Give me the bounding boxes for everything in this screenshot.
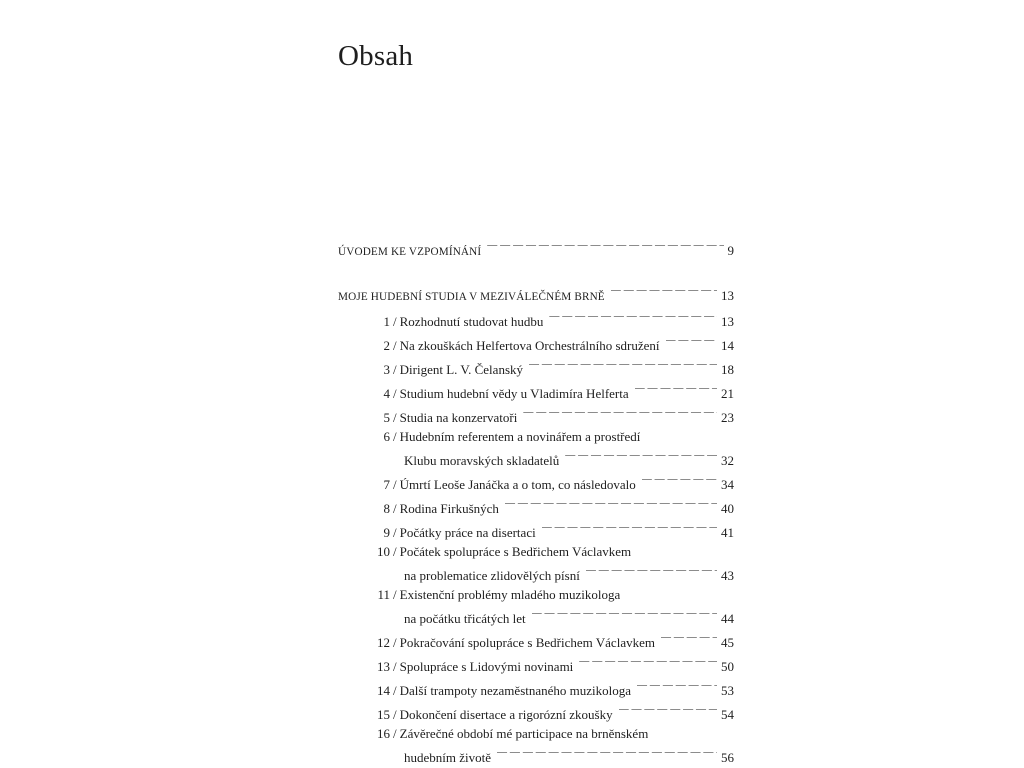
chapter-number: 2 <box>383 338 390 353</box>
toc-page-number: 21 <box>721 386 734 401</box>
toc-entry-chapter-15[interactable] <box>338 700 734 724</box>
toc-entry-title: Počátky práce na disertaci <box>399 525 536 540</box>
dot-leader <box>635 379 717 398</box>
toc-entry-title: na problematice zlidovělých písní <box>404 568 580 583</box>
toc-page-number: 54 <box>721 707 734 722</box>
toc-page-number: 44 <box>721 611 734 626</box>
toc-entry-chapter-2[interactable] <box>338 331 734 355</box>
toc-entry-title: Rodina Firkušných <box>399 501 499 516</box>
toc-entry-title: Na zkouškách Helfertova Orchestrálního sdružení <box>399 338 660 353</box>
dot-leader <box>579 652 717 671</box>
chapter-number: 15 <box>377 707 390 722</box>
toc-entry-title: hudebním životě <box>404 750 492 765</box>
chapter-separator: / <box>393 501 397 516</box>
toc-entry-chapter-3[interactable] <box>338 355 734 379</box>
chapter-separator: / <box>393 635 397 650</box>
dot-leader <box>487 236 723 255</box>
dot-leader <box>586 561 717 580</box>
dot-leader <box>549 307 717 326</box>
toc-entry-title: Závěrečné období mé participace na brněnském <box>399 726 649 741</box>
dot-leader <box>529 355 717 374</box>
toc-entry-chapter-16-cont[interactable] <box>338 743 734 767</box>
dot-leader <box>642 470 717 489</box>
chapter-separator: / <box>393 362 397 377</box>
toc-entry-chapter-8[interactable] <box>338 494 734 518</box>
toc-entry-title: Hudebním referentem a novinářem a prostředí <box>399 429 641 444</box>
chapter-number: 9 <box>383 525 390 540</box>
chapter-number: 7 <box>383 477 390 492</box>
dot-leader <box>619 700 717 719</box>
toc-entry-chapter-6-cont[interactable] <box>338 446 734 470</box>
toc-page-number: 41 <box>721 525 734 540</box>
toc-entry-title: na počátku třicátých let <box>404 611 526 626</box>
chapter-separator: / <box>393 314 397 329</box>
chapter-number: 12 <box>377 635 390 650</box>
toc-entry-title: Dirigent L. V. Čelanský <box>399 362 523 377</box>
chapter-separator: / <box>393 683 397 698</box>
toc-entry-chapter-10[interactable] <box>338 542 734 561</box>
table-of-contents <box>338 236 734 767</box>
toc-entry-chapter-11[interactable] <box>338 585 734 604</box>
dot-leader <box>637 676 717 695</box>
chapter-separator: / <box>393 410 397 425</box>
chapter-separator: / <box>393 587 397 602</box>
dot-leader <box>532 604 717 623</box>
dot-leader <box>666 331 717 350</box>
dot-leader <box>542 518 717 537</box>
chapter-number: 3 <box>383 362 390 377</box>
toc-page-number: 14 <box>721 338 734 353</box>
toc-page-number: 53 <box>721 683 734 698</box>
toc-entry-chapter-14[interactable] <box>338 676 734 700</box>
chapter-separator: / <box>393 386 397 401</box>
toc-entry-chapter-13[interactable] <box>338 652 734 676</box>
toc-page-number: 45 <box>721 635 734 650</box>
chapter-number: 14 <box>377 683 390 698</box>
toc-page-number: 18 <box>721 362 734 377</box>
dot-leader <box>611 281 717 300</box>
toc-page-number: 50 <box>721 659 734 674</box>
chapter-number: 8 <box>383 501 390 516</box>
toc-entry-chapter-10-cont[interactable] <box>338 561 734 585</box>
toc-entry-title: Pokračování spolupráce s Bedřichem Václavkem <box>399 635 655 650</box>
toc-entry-chapter-9[interactable] <box>338 518 734 542</box>
toc-page-number: 56 <box>721 750 734 765</box>
chapter-separator: / <box>393 707 397 722</box>
dot-leader <box>565 446 717 465</box>
dot-leader <box>661 628 717 647</box>
chapter-separator: / <box>393 525 397 540</box>
toc-page-number: 40 <box>721 501 734 516</box>
toc-entry-title: Počátek spolupráce s Bedřichem Václavkem <box>399 544 632 559</box>
chapter-separator: / <box>393 429 397 444</box>
chapter-number: 11 <box>377 587 390 602</box>
toc-entry-title: Rozhodnutí studovat hudbu <box>399 314 544 329</box>
page-title: Obsah <box>338 40 414 72</box>
toc-page-number: 43 <box>721 568 734 583</box>
chapter-number: 4 <box>383 386 390 401</box>
toc-entry-chapter-7[interactable] <box>338 470 734 494</box>
chapter-number: 13 <box>377 659 390 674</box>
toc-page-number: 9 <box>727 243 734 258</box>
chapter-number: 16 <box>377 726 390 741</box>
chapter-separator: / <box>393 338 397 353</box>
toc-entry-part[interactable] <box>338 281 734 307</box>
toc-entry-title: ÚVODEM KE VZPOMÍNÁNÍ <box>338 246 482 258</box>
toc-entry-title: Studium hudební vědy u Vladimíra Helferta <box>399 386 629 401</box>
toc-entry-title: Úmrtí Leoše Janáčka a o tom, co následovalo <box>399 477 636 492</box>
toc-entry-chapter-16[interactable] <box>338 724 734 743</box>
toc-entry-chapter-11-cont[interactable] <box>338 604 734 628</box>
chapter-number: 10 <box>377 544 390 559</box>
toc-entry-title: Další trampoty nezaměstnaného muzikologa <box>399 683 632 698</box>
toc-entry-title: Dokončení disertace a rigorózní zkoušky <box>399 707 613 722</box>
toc-entry-title: Spolupráce s Lidovými novinami <box>399 659 574 674</box>
toc-page-number: 23 <box>721 410 734 425</box>
chapter-number: 5 <box>383 410 390 425</box>
dot-leader <box>523 403 717 422</box>
toc-page-number: 13 <box>721 288 734 303</box>
toc-entry-title: MOJE HUDEBNÍ STUDIA V MEZIVÁLEČNÉM BRNĚ <box>338 291 605 303</box>
dot-leader <box>497 743 717 762</box>
chapter-separator: / <box>393 726 397 741</box>
toc-entry-chapter-12[interactable] <box>338 628 734 652</box>
dot-leader <box>505 494 717 513</box>
chapter-separator: / <box>393 544 397 559</box>
toc-entry-title: Studia na konzervatoři <box>399 410 518 425</box>
toc-entry-title: Existenční problémy mladého muzikologa <box>399 587 621 602</box>
chapter-separator: / <box>393 477 397 492</box>
toc-entry-intro[interactable] <box>338 236 734 262</box>
chapter-list <box>338 307 734 767</box>
toc-page-number: 13 <box>721 314 734 329</box>
toc-entry-title: Klubu moravských skladatelů <box>404 453 560 468</box>
toc-page-number: 32 <box>721 453 734 468</box>
toc-entry-chapter-5[interactable] <box>338 403 734 427</box>
chapter-separator: / <box>393 659 397 674</box>
chapter-number: 6 <box>383 429 390 444</box>
toc-page-number: 34 <box>721 477 734 492</box>
chapter-number: 1 <box>383 314 390 329</box>
toc-entry-chapter-4[interactable] <box>338 379 734 403</box>
toc-entry-chapter-1[interactable] <box>338 307 734 331</box>
toc-entry-chapter-6[interactable] <box>338 427 734 446</box>
